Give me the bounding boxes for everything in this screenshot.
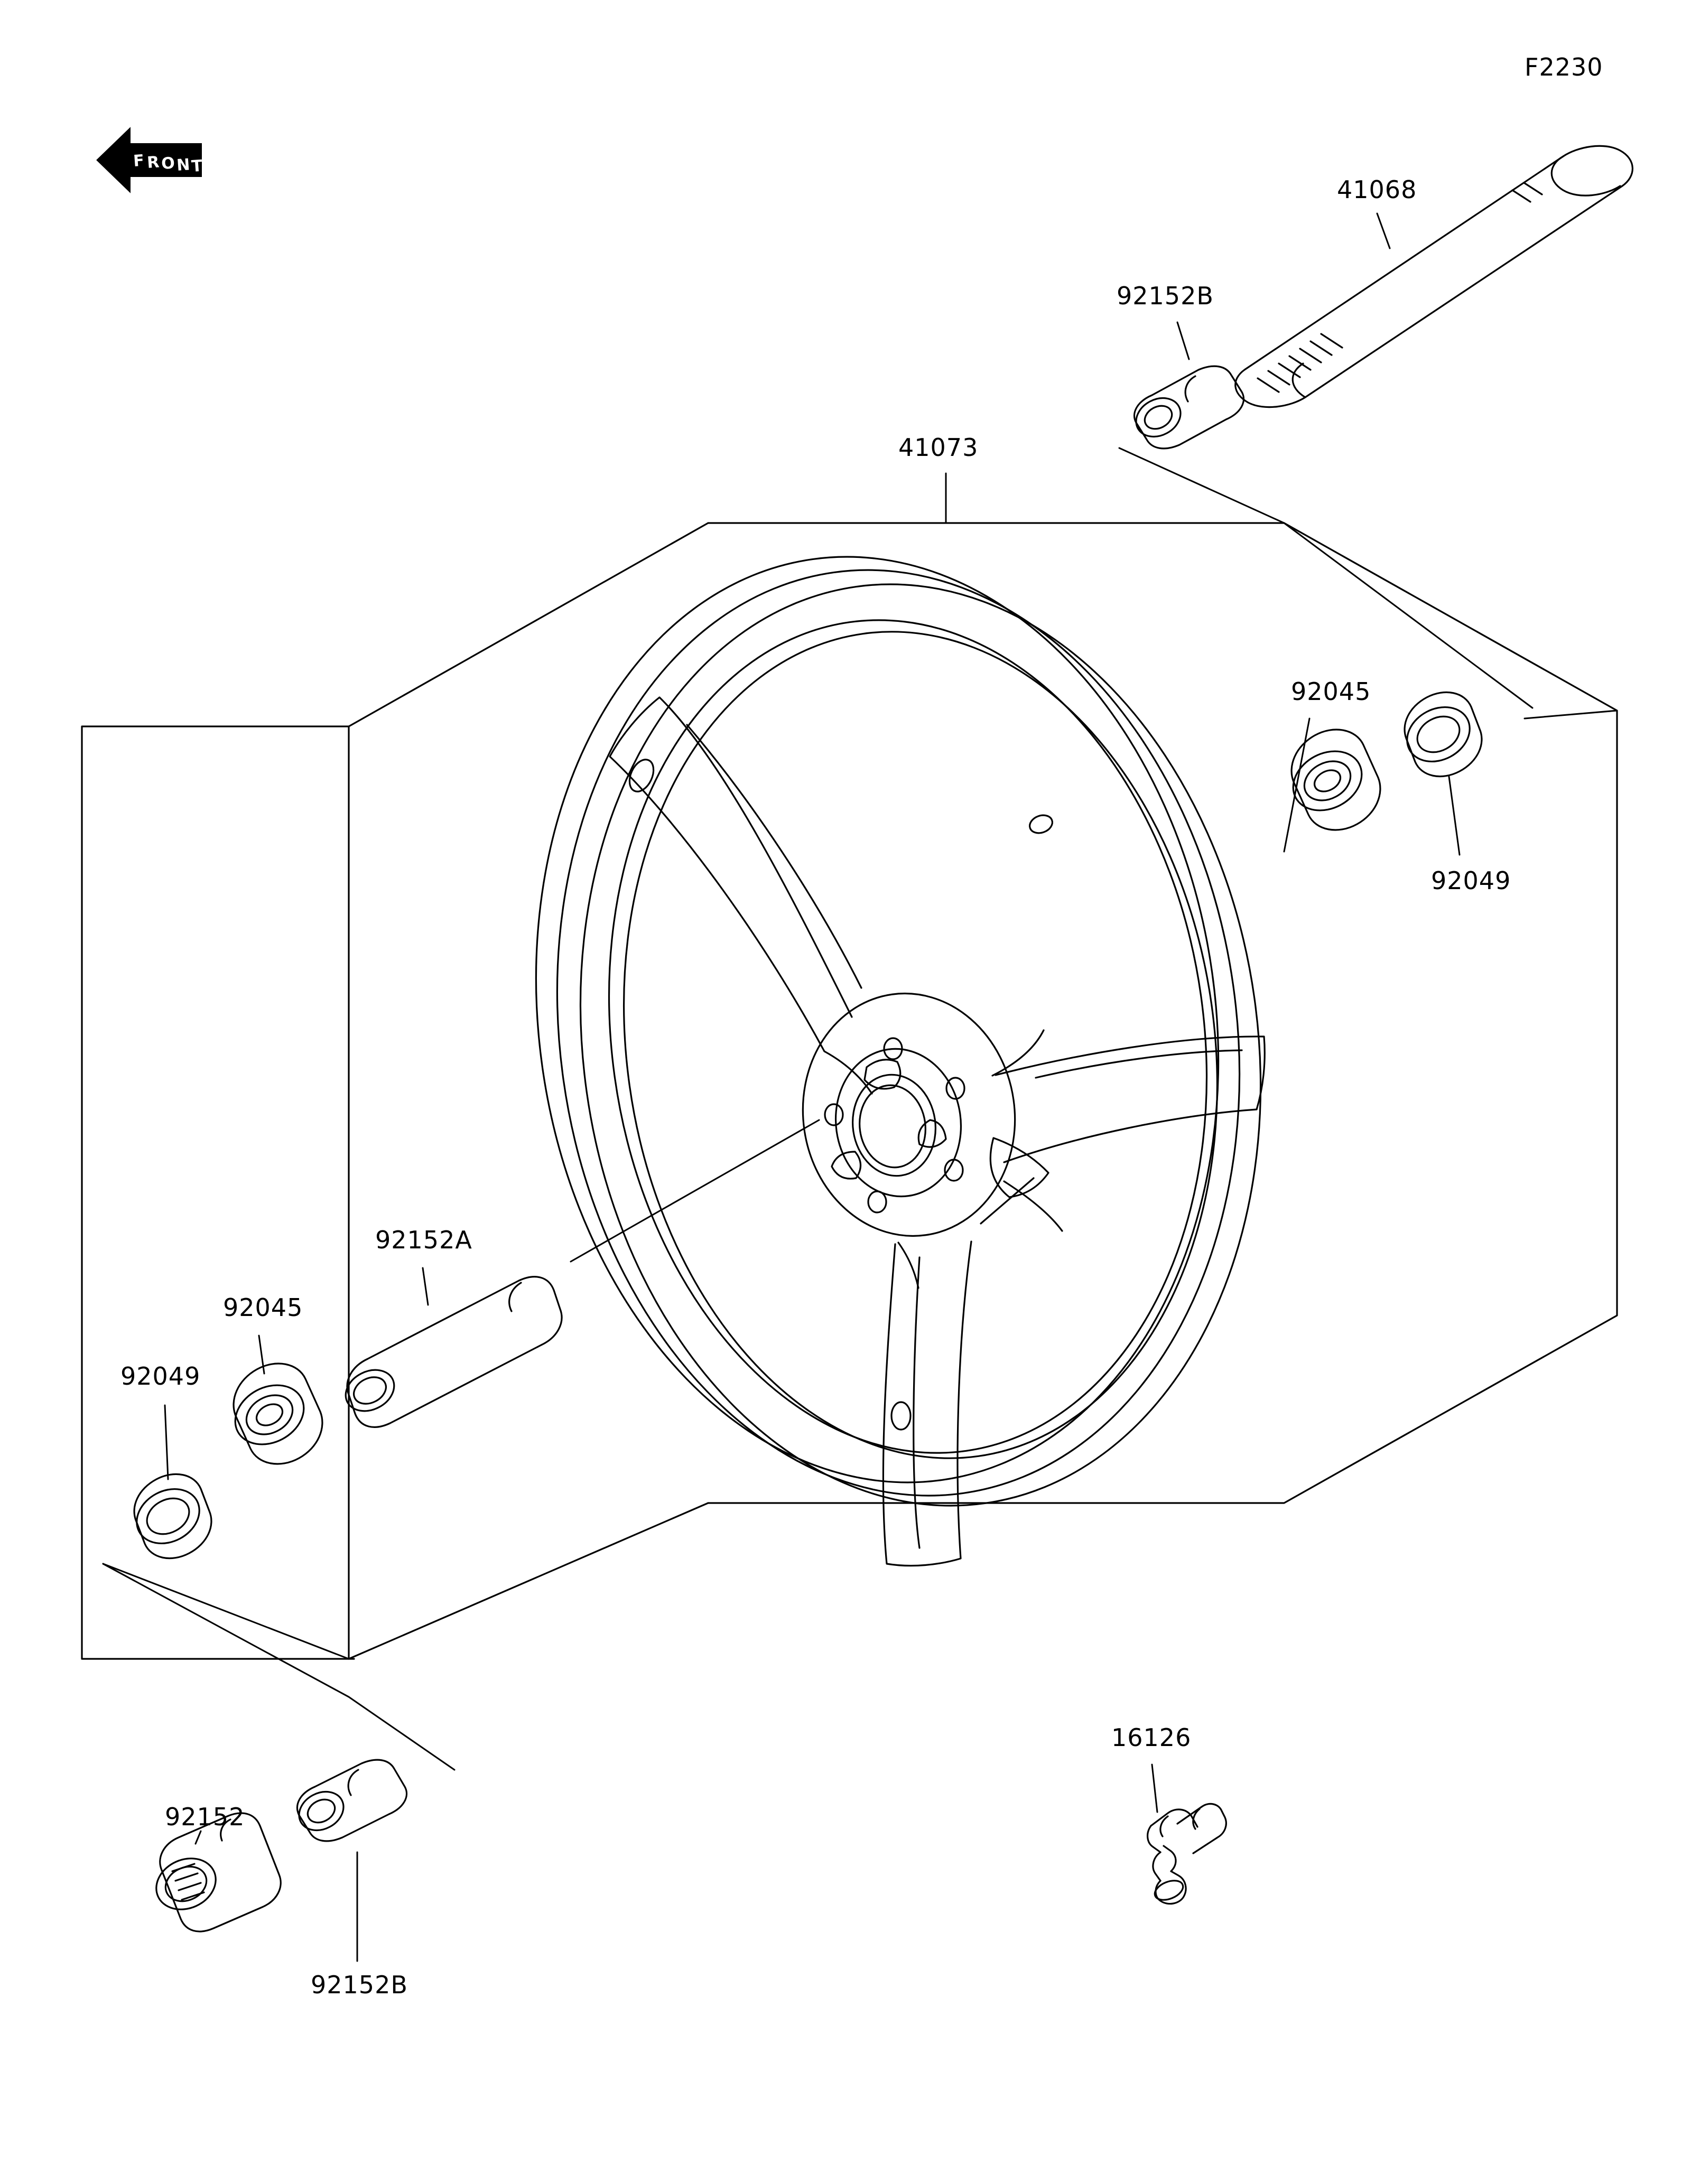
part-label-92045-left: 92045 (223, 1293, 303, 1322)
leader-lines (103, 213, 1617, 1961)
distance-collar-part (339, 1277, 562, 1427)
part-label-41073: 41073 (898, 433, 979, 462)
collar-left-part (292, 1760, 406, 1841)
part-label-92152A: 92152A (375, 1226, 472, 1254)
svg-text:O: O (161, 154, 176, 173)
svg-text:R: R (146, 153, 160, 172)
part-label-16126: 16126 (1111, 1723, 1192, 1752)
svg-text:N: N (176, 155, 191, 175)
figure-code-label: F2230 (1525, 53, 1603, 81)
assembly-boundary-polygon (82, 523, 1617, 1659)
svg-text:T: T (191, 156, 203, 176)
part-label-41068: 41068 (1337, 175, 1417, 204)
front-wheel-rim (478, 512, 1319, 1565)
part-label-92049-right: 92049 (1431, 866, 1511, 895)
front-axle-part (1235, 146, 1633, 407)
part-label-92152: 92152 (165, 1803, 245, 1831)
needle-bearing-part (148, 1813, 281, 1931)
part-label-92045-right: 92045 (1291, 677, 1371, 706)
oil-seal-right-part (1398, 692, 1482, 776)
oil-seal-left-part (127, 1474, 211, 1558)
air-valve-part (1148, 1804, 1227, 1903)
collar-right-part (1129, 366, 1243, 449)
part-label-92152B-top: 92152B (1117, 282, 1214, 310)
wheel-bearing-left-part (225, 1364, 322, 1464)
part-label-92049-left: 92049 (120, 1362, 201, 1390)
part-label-92152B-bottom: 92152B (311, 1971, 408, 1999)
svg-text:F: F (133, 151, 145, 171)
